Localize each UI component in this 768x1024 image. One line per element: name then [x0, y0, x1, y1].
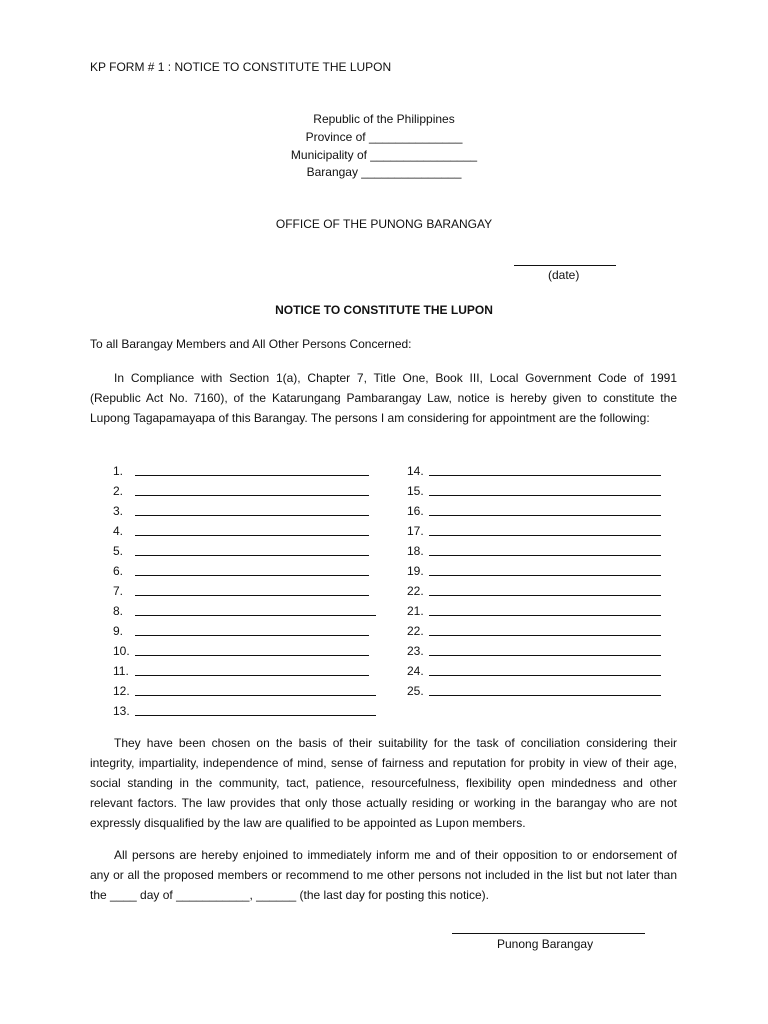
appointee-row	[407, 681, 707, 701]
appointee-number: 12.	[113, 684, 130, 698]
appointee-row	[113, 641, 413, 661]
appointee-number: 14.	[407, 464, 424, 478]
appointee-row	[113, 621, 413, 641]
appointee-number: 5.	[113, 544, 124, 558]
appointee-number: 2.	[113, 484, 124, 498]
appointee-blank-line[interactable]	[429, 655, 661, 656]
appointee-row	[407, 641, 707, 661]
appointee-row	[407, 561, 707, 581]
appointee-row	[113, 681, 413, 701]
appointee-row	[407, 661, 707, 681]
appointee-number: 19.	[407, 564, 424, 578]
appointee-number: 10.	[113, 644, 130, 658]
paragraph-suitability: They have been chosen on the basis of their suitability for the task of conciliation considering their integrity, impartiality, independence of mind, sense of fairness and reputation for probity in view of their age, social standing in the community, tact, patience, resourcefulness, flexibility open mindedness and other relevant factors. The law provides that only those actually residing or working in the barangay who are not expressly disqualified by the law are qualified to be appointed as Lupon members.	[90, 736, 677, 830]
office-heading: OFFICE OF THE PUNONG BARANGAY	[275, 217, 493, 231]
appointee-number: 25.	[407, 684, 424, 698]
header-barangay: Barangay _______________	[306, 165, 462, 179]
paragraph-compliance: In Compliance with Section 1(a), Chapter 7, Title One, Book III, Local Government Code of 1991 (Republic Act No. 7160), of the Katarungang Pambarangay Law, notice is hereby given to constitute the Lupong Tagapamayapa of this Barangay. The persons I am considering for appointment are the following:	[90, 371, 677, 425]
appointee-number: 1.	[113, 464, 124, 478]
appointee-blank-line[interactable]	[135, 675, 369, 676]
appointee-number: 13.	[113, 704, 130, 718]
form-label: KP FORM # 1 : NOTICE TO CONSTITUTE THE LUPON	[90, 60, 392, 74]
appointee-row	[113, 461, 413, 481]
appointee-row	[113, 601, 413, 621]
appointee-blank-line[interactable]	[429, 615, 661, 616]
appointee-number: 11.	[113, 664, 129, 678]
appointee-row	[407, 501, 707, 521]
appointee-blank-line[interactable]	[135, 555, 369, 556]
appointee-row	[113, 701, 413, 721]
appointee-row	[113, 661, 413, 681]
appointee-number: 21.	[407, 604, 424, 618]
appointee-number: 22.	[407, 624, 424, 638]
appointee-number: 17.	[407, 524, 424, 538]
appointee-blank-line[interactable]	[135, 575, 369, 576]
paragraph-enjoinder: All persons are hereby enjoined to immediately inform me and of their opposition to or endorsement of any or all the proposed members or recommend to me other persons not included in the list but not later than the ____ day of ___________, ______ (the last day for posting this notice).	[90, 848, 677, 902]
appointee-blank-line[interactable]	[429, 675, 661, 676]
appointee-blank-line[interactable]	[135, 715, 376, 716]
appointee-blank-line[interactable]	[429, 475, 661, 476]
appointee-row	[407, 621, 707, 641]
appointee-blank-line[interactable]	[135, 495, 369, 496]
appointee-number: 4.	[113, 524, 124, 538]
appointee-number: 3.	[113, 504, 124, 518]
appointee-blank-line[interactable]	[429, 535, 661, 536]
appointee-row	[113, 521, 413, 541]
appointee-number: 18.	[407, 544, 424, 558]
appointee-row	[113, 581, 413, 601]
appointee-number: 16.	[407, 504, 424, 518]
appointee-number: 8.	[113, 604, 124, 618]
signatory-label: Punong Barangay	[497, 937, 594, 951]
appointee-number: 7.	[113, 584, 124, 598]
salutation: To all Barangay Members and All Other Persons Concerned:	[90, 337, 412, 351]
appointee-number: 22.	[407, 584, 424, 598]
header-province: Province of ______________	[305, 130, 463, 144]
appointee-number: 24.	[407, 664, 424, 678]
appointee-blank-line[interactable]	[135, 475, 369, 476]
signature-line	[452, 921, 645, 934]
notice-title: NOTICE TO CONSTITUTE THE LUPON	[275, 303, 493, 317]
appointee-blank-line[interactable]	[429, 515, 661, 516]
appointee-row	[407, 601, 707, 621]
appointee-blank-line[interactable]	[135, 695, 376, 696]
appointee-row	[113, 481, 413, 501]
date-label: (date)	[548, 268, 580, 282]
appointee-row	[407, 541, 707, 561]
header-republic: Republic of the Philippines	[313, 112, 455, 126]
appointee-blank-line[interactable]	[135, 635, 369, 636]
appointee-blank-line[interactable]	[135, 595, 369, 596]
appointee-blank-line[interactable]	[429, 555, 661, 556]
appointee-blank-line[interactable]	[429, 495, 661, 496]
appointee-number: 6.	[113, 564, 124, 578]
appointee-row	[407, 521, 707, 541]
appointee-blank-line[interactable]	[135, 535, 369, 536]
appointee-blank-line[interactable]	[429, 595, 661, 596]
appointee-blank-line[interactable]	[429, 575, 661, 576]
appointee-blank-line[interactable]	[135, 655, 369, 656]
appointee-number: 9.	[113, 624, 124, 638]
appointee-number: 23.	[407, 644, 424, 658]
appointee-row	[407, 581, 707, 601]
appointee-blank-line[interactable]	[135, 615, 376, 616]
appointee-row	[407, 481, 707, 501]
date-line	[514, 251, 616, 266]
appointee-row	[407, 461, 707, 481]
appointee-blank-line[interactable]	[429, 635, 661, 636]
appointee-number: 15.	[407, 484, 424, 498]
appointee-blank-line[interactable]	[429, 695, 661, 696]
appointee-blank-line[interactable]	[135, 515, 369, 516]
appointee-row	[113, 501, 413, 521]
appointee-row	[113, 541, 413, 561]
header-municipality: Municipality of ________________	[290, 148, 478, 162]
appointee-row	[113, 561, 413, 581]
